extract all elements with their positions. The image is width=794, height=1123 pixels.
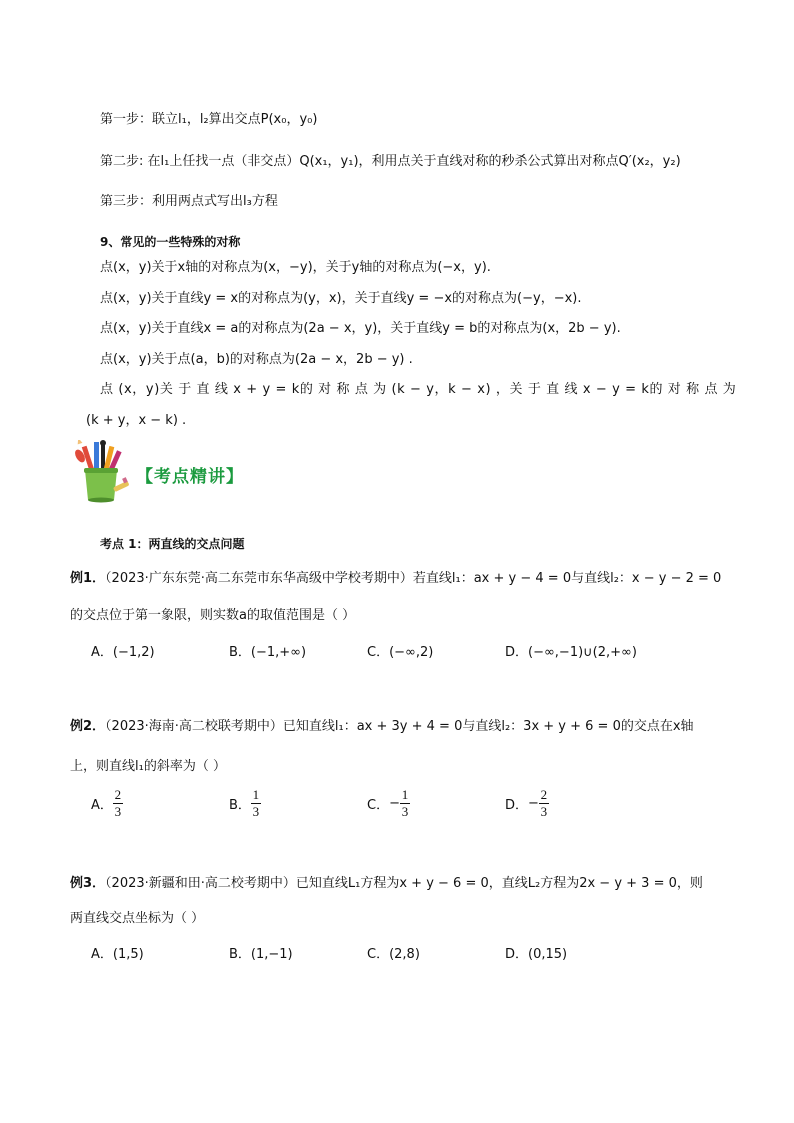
choice-sign: − xyxy=(528,796,539,811)
fraction xyxy=(113,788,123,819)
symmetry-kline-line-cont: (k + y，x − k) . xyxy=(86,413,187,428)
pencil-cup-icon xyxy=(72,440,132,508)
step-3: 第三步：利用两点式写出l₃方程 xyxy=(100,194,278,209)
example-1-choices xyxy=(91,641,643,660)
example-3-line2: 两直线交点坐标为（ ） xyxy=(70,911,205,926)
choice-letter: D． xyxy=(505,798,529,813)
choice-c[interactable]: C．(−∞,2) xyxy=(367,645,434,660)
choice-d[interactable] xyxy=(505,788,643,819)
fraction xyxy=(251,788,261,819)
example-1-stem: （2023·广东东莞·高二东莞市东华高级中学校考期中）若直线l₁：ax + y − 4 = 0与直线l₂：x − y − 2 = 0 xyxy=(105,571,722,586)
choice-sign: − xyxy=(389,796,400,811)
section-banner xyxy=(72,440,244,508)
topic-heading: 考点 1：两直线的交点问题 xyxy=(100,537,245,551)
choice-c[interactable]: C．(2,8) xyxy=(367,947,420,962)
example-2-choices xyxy=(91,788,643,819)
choice-b[interactable]: B．(1,−1) xyxy=(229,947,293,962)
symmetry-diagonal-line: 点(x，y)关于直线y = x的对称点为(y，x)，关于直线y = −x的对称点为(−y，−x). xyxy=(100,291,582,306)
example-1-line2: 的交点位于第一象限，则实数a的取值范围是（ ） xyxy=(70,608,356,623)
symmetry-kline-line: 点 (x，y)关 于 直 线 x + y = k的 对 称 点 为 (k − y，k − x) ，关 于 直 线 x − y = k的 对 称 点 为 xyxy=(100,382,737,397)
choice-d[interactable]: D．(−∞,−1)∪(2,+∞) xyxy=(505,645,637,660)
numerator: 2 xyxy=(540,787,548,802)
symmetry-axis-line: 点(x，y)关于x轴的对称点为(x，−y)，关于y轴的对称点为(−x，y). xyxy=(100,260,491,275)
section-heading: 9、常见的一些特殊的对称 xyxy=(100,235,241,249)
denominator: 3 xyxy=(252,804,260,819)
choice-c[interactable] xyxy=(367,788,505,819)
symmetry-point-line: 点(x，y)关于点(a，b)的对称点为(2a − x，2b − y) . xyxy=(100,352,413,367)
denominator: 3 xyxy=(114,804,122,819)
example-3-choices xyxy=(91,943,643,962)
numerator: 1 xyxy=(401,787,409,802)
step-2: 第二步: 在l₁上任找一点（非交点）Q(x₁，y₁)，利用点关于直线对称的秒杀公式算出对称点Q′(x₂，y₂) xyxy=(100,154,681,169)
choice-b[interactable] xyxy=(229,788,367,819)
choice-a[interactable]: A．(−1,2) xyxy=(91,645,155,660)
choice-letter: B． xyxy=(229,798,251,813)
numerator: 1 xyxy=(252,787,260,802)
choice-a[interactable] xyxy=(91,788,229,819)
example-2-line1 xyxy=(70,715,694,734)
symmetry-vertical-line: 点(x，y)关于直线x = a的对称点为(2a − x，y)，关于直线y = b的对称点为(x，2b − y). xyxy=(100,321,621,336)
fraction xyxy=(539,788,549,819)
example-2-label: 例2． xyxy=(70,719,106,734)
choice-b[interactable]: B．(−1,+∞) xyxy=(229,645,307,660)
denominator: 3 xyxy=(540,804,548,819)
banner-title: 【考点精讲】 xyxy=(136,466,244,487)
choice-letter: C． xyxy=(367,798,390,813)
denominator: 3 xyxy=(401,804,409,819)
example-1-line1 xyxy=(70,567,721,586)
example-3-label: 例3． xyxy=(70,876,106,891)
example-1-label: 例1． xyxy=(70,571,106,586)
choice-d[interactable]: D．(0,15) xyxy=(505,947,568,962)
example-3-stem: （2023·新疆和田·高二校考期中）已知直线L₁方程为x + y − 6 = 0，直线L₂方程为2x − y + 3 = 0，则 xyxy=(105,876,703,891)
choice-letter: A． xyxy=(91,798,113,813)
example-3-line1 xyxy=(70,872,703,891)
numerator: 2 xyxy=(114,787,122,802)
step-1: 第一步：联立l₁，l₂算出交点P(x₀，y₀) xyxy=(100,112,318,127)
example-2-stem: （2023·海南·高二校联考期中）已知直线l₁：ax + 3y + 4 = 0与直线l₂：3x + y + 6 = 0的交点在x轴 xyxy=(105,719,694,734)
example-2-line2: 上，则直线l₁的斜率为（ ） xyxy=(70,759,226,774)
choice-a[interactable]: A．(1,5) xyxy=(91,947,144,962)
fraction xyxy=(400,788,410,819)
